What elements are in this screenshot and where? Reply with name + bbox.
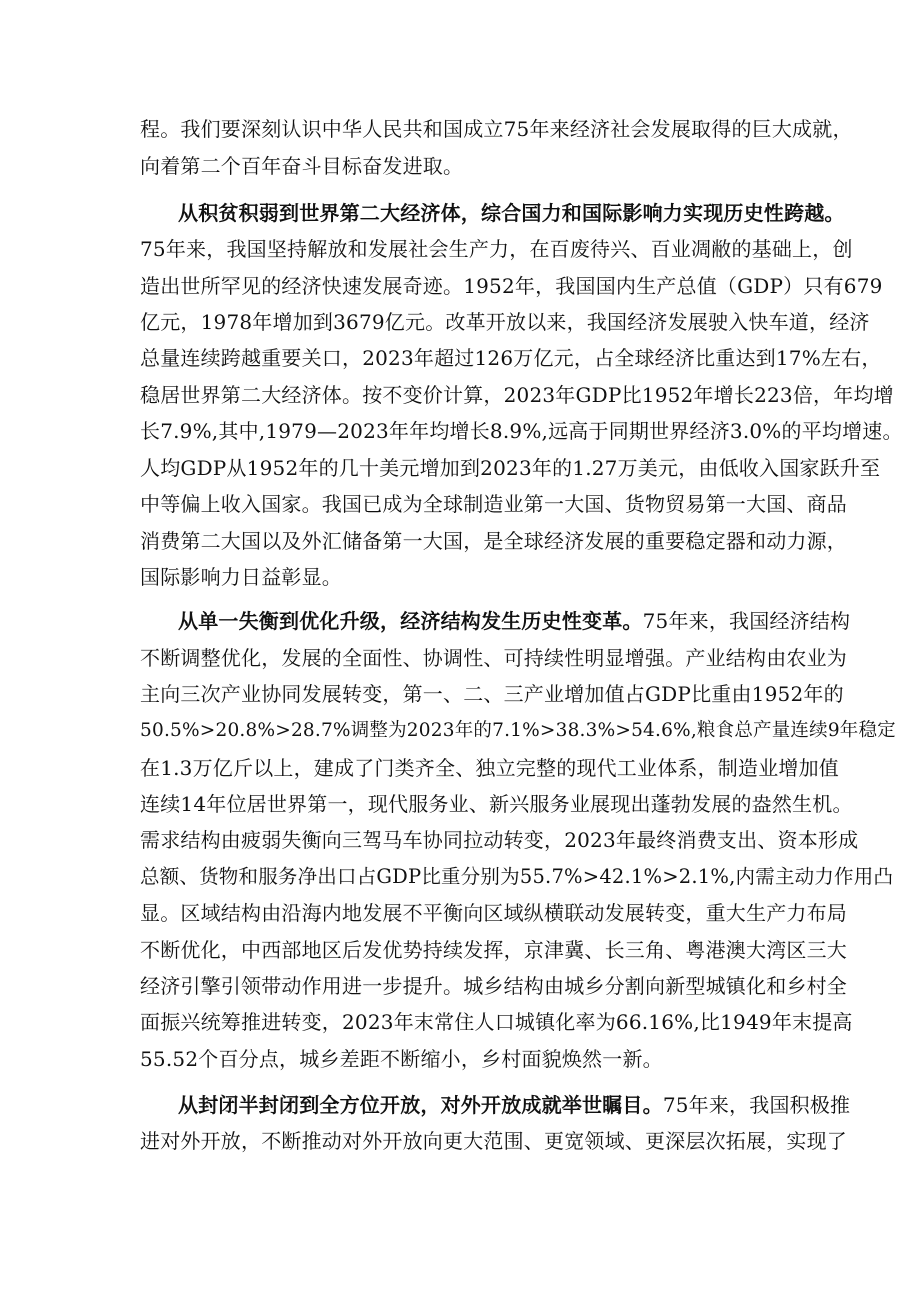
text-line	[140, 559, 910, 595]
text-line	[140, 750, 910, 786]
line-text: 总量连续跨越重要关口，2023年超过126万亿元，占全球经济比重达到17%左右，	[140, 346, 882, 370]
line-text: 稳居世界第二大经济体。按不变价计算，2023年GDP比1952年增长223倍，年均增	[140, 383, 894, 407]
text-line	[140, 1123, 910, 1159]
line-text: 国际影响力日益彰显。	[140, 565, 342, 589]
paragraph-lead-line	[178, 195, 910, 231]
line-text: 75年来，我国坚持解放和发展社会生产力，在百废待兴、百业凋敝的基础上，创	[140, 237, 853, 261]
text-line	[140, 340, 910, 376]
paragraph-lead-line	[178, 603, 910, 639]
text-line	[140, 676, 910, 712]
text-line	[140, 486, 910, 522]
line-text: 人均GDP从1952年的几十美元增加到2023年的1.27万美元，由低收入国家跃升至	[140, 456, 881, 480]
text-line	[140, 148, 910, 184]
paragraph-heading: 从封闭半封闭到全方位开放，对外开放成就举世瞩目。	[178, 1093, 663, 1117]
text-line	[140, 859, 910, 895]
line-text: 不断调整优化，发展的全面性、协调性、可持续性明显增强。产业结构由农业为	[140, 646, 847, 670]
text-line	[140, 377, 910, 413]
line-text: 经济引擎引领带动作用进一步提升。城乡结构由城乡分割向新型城镇化和乡村全	[140, 974, 847, 998]
paragraph-heading: 从积贫积弱到世界第二大经济体，综合国力和国际影响力实现历史性跨越。	[178, 201, 845, 225]
text-line	[140, 231, 910, 267]
text-line	[140, 1004, 910, 1040]
text-line	[140, 413, 910, 449]
line-text: 需求结构由疲弱失衡向三驾马车协同拉动转变，2023年最终消费支出、资本形成	[140, 828, 859, 852]
line-text: 向着第二个百年奋斗目标奋发进取。	[140, 154, 464, 178]
line-text: 主向三次产业协同发展转变，第一、二、三产业增加值占GDP比重由1952年的	[140, 682, 844, 706]
text-line	[140, 713, 910, 749]
text-line	[140, 968, 910, 1004]
line-text: 75年来，我国经济结构	[642, 609, 851, 633]
line-text: 程。我们要深刻认识中华人民共和国成立75年来经济社会发展取得的巨大成就，	[140, 117, 853, 141]
text-line	[140, 932, 910, 968]
text-line	[140, 111, 910, 147]
line-text: 总额、货物和服务净出口占GDP比重分别为55.7%>42.1%>2.1%,内需主动力作用凸	[140, 865, 894, 888]
text-line	[140, 786, 910, 822]
text-line	[140, 450, 910, 486]
text-line	[140, 640, 910, 676]
line-text: 显。区域结构由沿海内地发展不平衡向区域纵横联动发展转变，重大生产力布局	[140, 901, 847, 925]
line-text: 面振兴统筹推进转变，2023年末常住人口城镇化率为66.16%,比1949年末提高	[140, 1010, 853, 1034]
text-line	[140, 1041, 910, 1077]
paragraph-heading: 从单一失衡到优化升级，经济结构发生历史性变革。	[178, 609, 643, 633]
line-text: 75年来，我国积极推	[662, 1093, 851, 1117]
line-text: 亿元，1978年增加到3679亿元。改革开放以来，我国经济发展驶入快车道，经济	[140, 310, 870, 334]
line-text: 55.52个百分点，城乡差距不断缩小，乡村面貌焕然一新。	[140, 1047, 663, 1071]
line-text: 长7.9%,其中,1979—2023年年均增长8.9%,远高于同期世界经济3.0%的平均增速。	[140, 419, 903, 443]
line-text: 中等偏上收入国家。我国已成为全球制造业第一大国、货物贸易第一大国、商品	[140, 492, 847, 516]
text-line	[140, 268, 910, 304]
line-text: 在1.3万亿斤以上，建成了门类齐全、独立完整的现代工业体系，制造业增加值	[140, 756, 840, 780]
text-line	[140, 822, 910, 858]
line-text: 消费第二大国以及外汇储备第一大国，是全球经济发展的重要稳定器和动力源，	[140, 529, 847, 553]
line-text: 50.5%>20.8%>28.7%调整为2023年的7.1%>38.3%>54.6%,粮食总产量连续9年稳定	[140, 720, 896, 741]
text-line	[140, 895, 910, 931]
text-line	[140, 523, 910, 559]
line-text: 连续14年位居世界第一，现代服务业、新兴服务业展现出蓬勃发展的盎然生机。	[140, 792, 853, 816]
paragraph-lead-line	[178, 1087, 910, 1123]
line-text: 不断优化，中西部地区后发优势持续发挥，京津冀、长三角、粤港澳大湾区三大	[140, 938, 847, 962]
text-line	[140, 304, 910, 340]
line-text: 进对外开放，不断推动对外开放向更大范围、更宽领域、更深层次拓展，实现了	[140, 1129, 847, 1153]
line-text: 造出世所罕见的经济快速发展奇迹。1952年，我国国内生产总值（GDP）只有679	[140, 274, 883, 298]
